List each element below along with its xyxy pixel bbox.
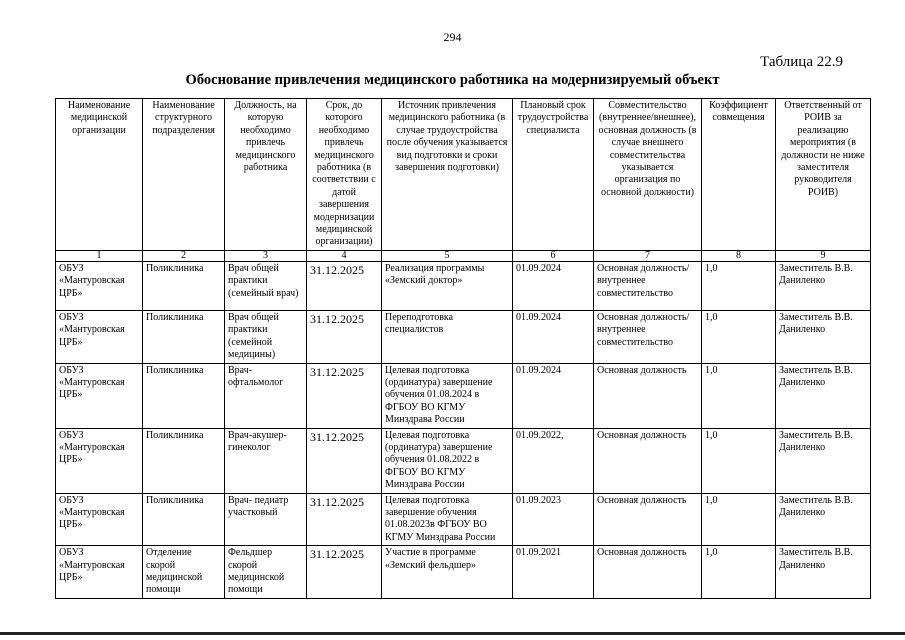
cell-deadline: 31.12.2025: [307, 428, 382, 493]
cell-source: Реализация программы «Земский доктор»: [382, 261, 513, 310]
document-title: Обоснование привлечения медицинского работника на модернизируемый объект: [185, 72, 720, 88]
cell-coef: 1,0: [702, 428, 776, 493]
header-row: [56, 99, 871, 251]
column-header: Должность, на которую необходимо привлечь медицинского работника: [225, 99, 307, 251]
column-number: 9: [776, 250, 871, 261]
cell-source: Целевая подготовка (ординатура) завершение обучения 01.08.2022 в ФГБОУ ВО КГМУ Минздрава России: [382, 428, 513, 493]
cell-responsible: Заместитель В.В. Даниленко: [776, 428, 871, 493]
cell-combination: Основная должность: [594, 493, 702, 546]
cell-responsible: Заместитель В.В. Даниленко: [776, 546, 871, 599]
cell-org: ОБУЗ «Мантуровская ЦРБ»: [56, 546, 143, 599]
cell-unit: Поликлиника: [143, 363, 225, 428]
cell-responsible: Заместитель В.В. Даниленко: [776, 310, 871, 363]
cell-position: Врач общей практики (семейный врач): [225, 261, 307, 310]
cell-combination: Основная должность: [594, 363, 702, 428]
cell-deadline: 31.12.2025: [307, 363, 382, 428]
staffing-table: [55, 98, 871, 599]
table-row: [56, 363, 871, 428]
cell-planned: 01.09.2022,: [513, 428, 594, 493]
cell-coef: 1,0: [702, 310, 776, 363]
cell-combination: Основная должность: [594, 428, 702, 493]
cell-org: ОБУЗ «Мантуровская ЦРБ»: [56, 428, 143, 493]
cell-coef: 1,0: [702, 493, 776, 546]
cell-source: Переподготовка специалистов: [382, 310, 513, 363]
cell-source: Целевая подготовка (ординатура) завершение обучения 01.08.2024 в ФГБОУ ВО КГМУ Минздрава России: [382, 363, 513, 428]
cell-coef: 1,0: [702, 261, 776, 310]
cell-planned: 01.09.2023: [513, 493, 594, 546]
column-header: Наименование медицинской организации: [56, 99, 143, 251]
cell-org: ОБУЗ «Мантуровская ЦРБ»: [56, 261, 143, 310]
column-number-row: [56, 250, 871, 261]
table-row: [56, 310, 871, 363]
table-row: [56, 493, 871, 546]
cell-coef: 1,0: [702, 363, 776, 428]
table-row: [56, 428, 871, 493]
cell-org: ОБУЗ «Мантуровская ЦРБ»: [56, 310, 143, 363]
column-number: 1: [56, 250, 143, 261]
cell-position: Врач общей практики (семейной медицины): [225, 310, 307, 363]
cell-unit: Поликлиника: [143, 493, 225, 546]
cell-position: Врач-офтальмолог: [225, 363, 307, 428]
column-header: Плановый срок трудоустройства специалиста: [513, 99, 594, 251]
cell-responsible: Заместитель В.В. Даниленко: [776, 493, 871, 546]
page-number: 294: [443, 30, 462, 44]
column-header: Совместительство (внутреннее/внешнее), основная должность (в случае внешнего совместительства указывается организация по основной должности): [594, 99, 702, 251]
column-number: 7: [594, 250, 702, 261]
column-number: 4: [307, 250, 382, 261]
column-number: 6: [513, 250, 594, 261]
column-header: Коэффициент совмещения: [702, 99, 776, 251]
column-number: 5: [382, 250, 513, 261]
table-label: Таблица 22.9: [760, 54, 843, 70]
cell-responsible: Заместитель В.В. Даниленко: [776, 363, 871, 428]
cell-org: ОБУЗ «Мантуровская ЦРБ»: [56, 493, 143, 546]
cell-planned: 01.09.2024: [513, 363, 594, 428]
cell-unit: Поликлиника: [143, 261, 225, 310]
cell-planned: 01.09.2024: [513, 261, 594, 310]
column-number: 3: [225, 250, 307, 261]
cell-deadline: 31.12.2025: [307, 546, 382, 599]
cell-source: Участие в программе «Земский фельдшер»: [382, 546, 513, 599]
cell-combination: Основная должность/внутреннее совместительство: [594, 261, 702, 310]
cell-deadline: 31.12.2025: [307, 310, 382, 363]
cell-unit: Отделение скорой медицинской помощи: [143, 546, 225, 599]
column-number: 8: [702, 250, 776, 261]
cell-deadline: 31.12.2025: [307, 493, 382, 546]
cell-combination: Основная должность: [594, 546, 702, 599]
column-header: Наименование структурного подразделения: [143, 99, 225, 251]
column-number: 2: [143, 250, 225, 261]
cell-position: Фельдшер скорой медицинской помощи: [225, 546, 307, 599]
cell-deadline: 31.12.2025: [307, 261, 382, 310]
cell-unit: Поликлиника: [143, 428, 225, 493]
cell-position: Врач- педиатр участковый: [225, 493, 307, 546]
cell-coef: 1,0: [702, 546, 776, 599]
cell-unit: Поликлиника: [143, 310, 225, 363]
table-row: [56, 261, 871, 310]
cell-responsible: Заместитель В.В. Даниленко: [776, 261, 871, 310]
cell-planned: 01.09.2024: [513, 310, 594, 363]
cell-combination: Основная должность/внутреннее совместительство: [594, 310, 702, 363]
cell-source: Целевая подготовка завершение обучения 01.08.2023в ФГБОУ ВО КГМУ Минздрава России: [382, 493, 513, 546]
scan-edge-divider: [0, 632, 905, 635]
cell-planned: 01.09.2021: [513, 546, 594, 599]
cell-org: ОБУЗ «Мантуровская ЦРБ»: [56, 363, 143, 428]
column-header: Источник привлечения медицинского работника (в случае трудоустройства после обучения указывается вид подготовки и сроки завершения подготовки): [382, 99, 513, 251]
table-row: [56, 546, 871, 599]
column-header: Срок, до которого необходимо привлечь медицинского работника (в соответствии с датой завершения модернизации медицинской организации): [307, 99, 382, 251]
column-header: Ответственный от РОИВ за реализацию мероприятия (в должности не ниже заместителя руководителя РОИВ): [776, 99, 871, 251]
cell-position: Врач-акушер-гинеколог: [225, 428, 307, 493]
